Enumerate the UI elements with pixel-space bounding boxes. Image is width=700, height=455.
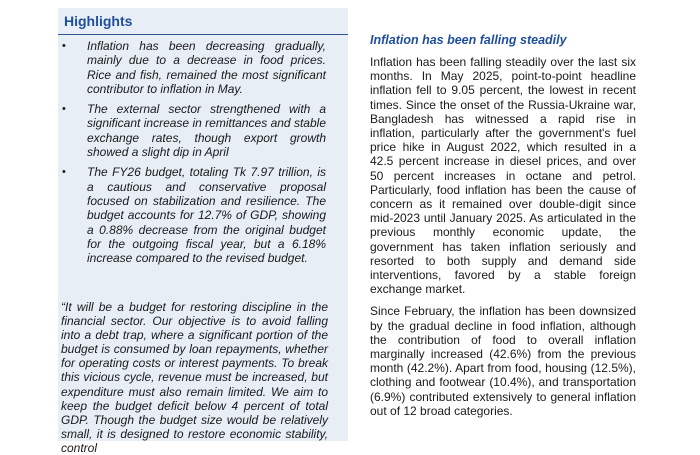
highlights-quote: “It will be a budget for restoring discipline in the financial sector. Our objective is to avoid falling into a debt trap, where a significant portion of the budget is consumed by loan repayments, whether for operating costs or interest payments. To break this vicious cycle, revenue must be increased, but expenditure must also remain limited. We aim to keep the budget deficit below 4 percent of total GDP. Though the budget size would be relatively small, it is designed to restore economic stability, control (61, 300, 328, 455)
highlight-text: Inflation has been decreasing gradually, mainly due to a decrease in food prices. Rice and fish, remained the most significant contributor to inflation in May. (87, 39, 326, 96)
bullet-icon: • (62, 103, 66, 116)
bullet-icon: • (62, 166, 66, 179)
article-paragraph: Inflation has been falling steadily over the last six months. In May 2025, point-to-point headline inflation fell to 9.05 percent, the lowest in recent times. Since the onset of the Russia-Ukraine war, Bangladesh has witnessed a rapid rise in inflation, particularly after the government's fuel price hike in August 2022, which resulted in a 42.5 percent increase in diesel prices, and over 50 percent increases in octane and petrol. Particularly, food inflation has been the cause of concern as it remained over double-digit since mid-2023 until January 2025. As articulated in the previous monthly economic update, the government has taken inflation seriously and resorted to both supply and demand side interventions, favored by a stable foreign exchange market. (370, 55, 636, 297)
highlights-box (58, 8, 348, 455)
highlights-header (58, 8, 348, 35)
highlight-item (58, 39, 348, 96)
highlights-list (58, 39, 348, 271)
highlights-title: Highlights (64, 13, 133, 29)
highlight-text: The external sector strengthened with a significant increase in remittances and stable exchange rates, though export growth showed a slight dip in April (87, 102, 326, 160)
highlight-text: The FY26 budget, totaling Tk 7.97 trillion, is a cautious and conservative proposal focused on stabilization and resilience. The budget accounts for 12.7% of GDP, showing a 0.88% decrease from the original budget for the outgoing fiscal year, but a 6.18% increase compared to the revised budget. (87, 165, 326, 266)
article-heading: Inflation has been falling steadily (370, 33, 567, 47)
article-paragraph: Since February, the inflation has been downsized by the gradual decline in food inflation, although the contribution of food to overall inflation marginally increased (42.6%) from the previous month (42.2%). Apart from food, housing (12.5%), clothing and footwear (10.4%), and transportation (6.9%) contributed extensively to general inflation out of 12 broad categories. (370, 304, 636, 418)
article-column (370, 33, 636, 426)
highlight-item (58, 102, 348, 159)
bullet-icon: • (62, 40, 66, 52)
highlight-item (58, 165, 348, 265)
